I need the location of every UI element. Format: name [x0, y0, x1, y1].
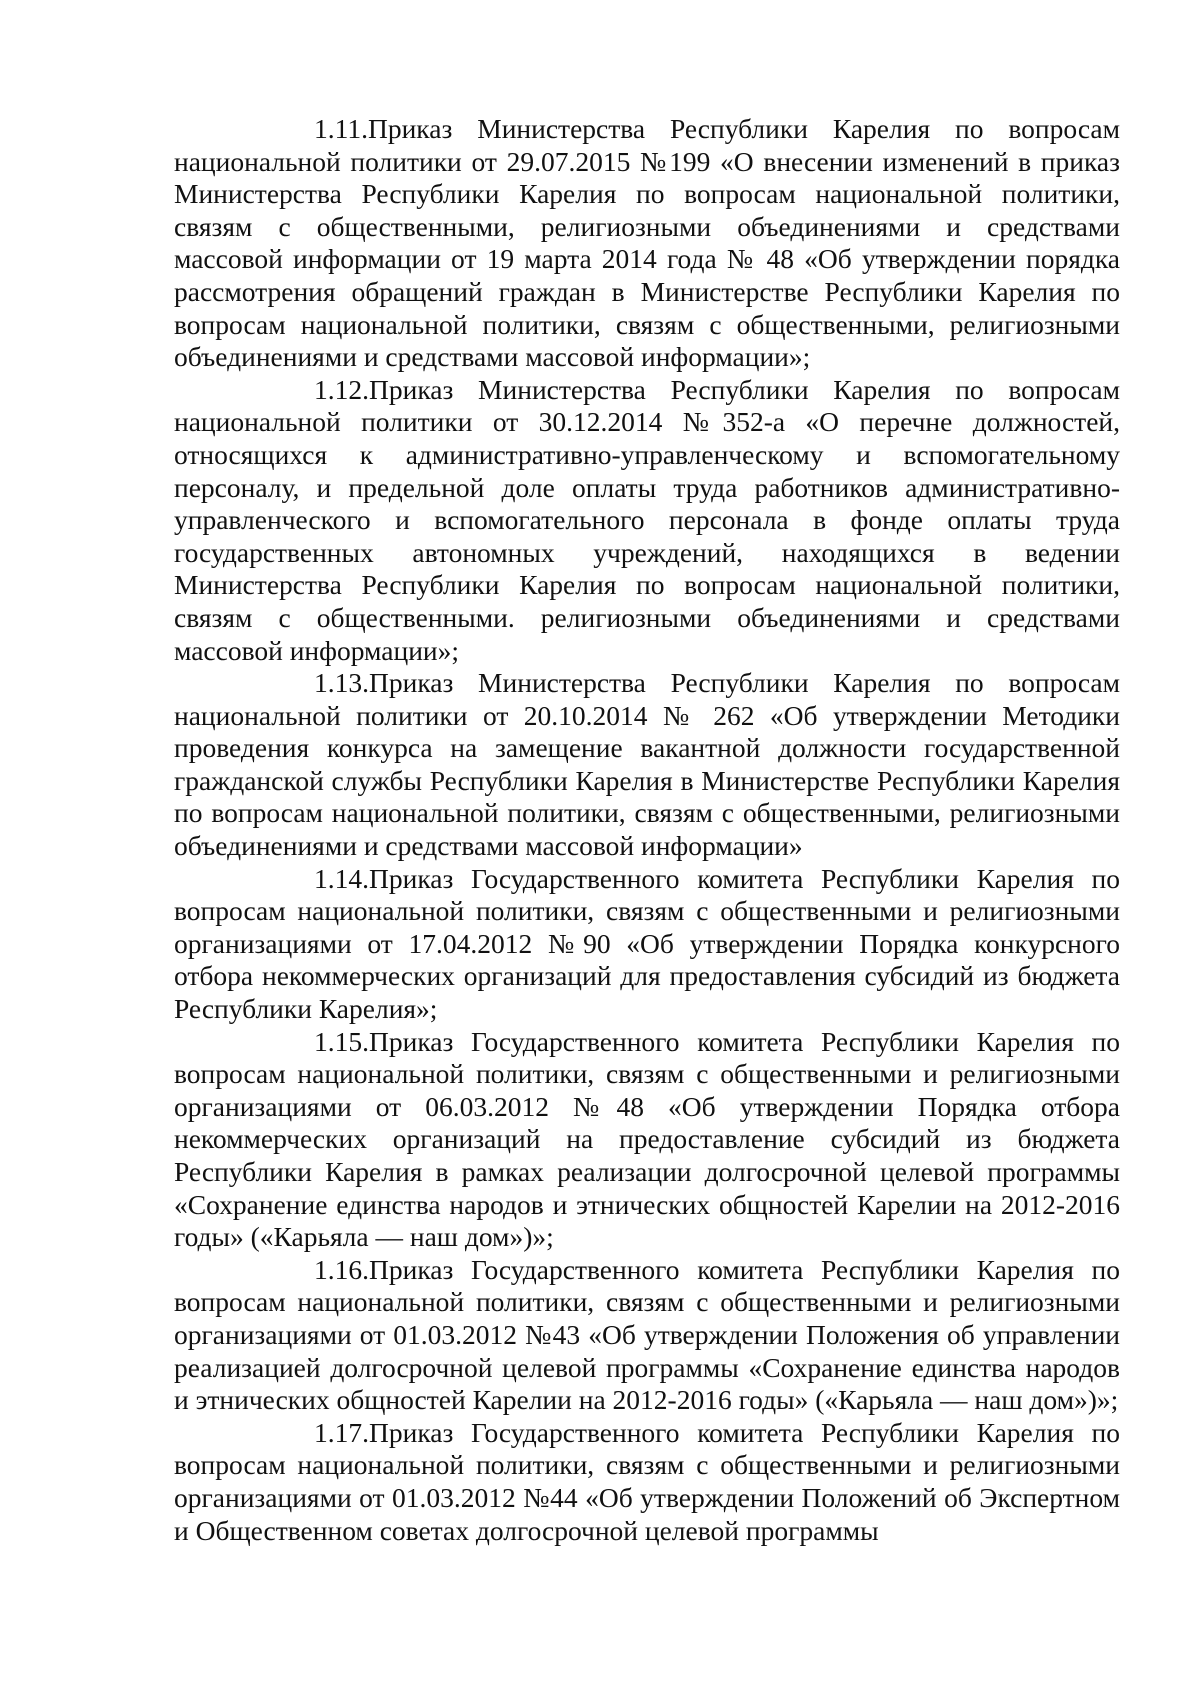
- item-number: 1.13.: [314, 667, 369, 699]
- item-number: 1.12.: [314, 373, 369, 405]
- item-text: Приказ Министерства Республики Карелия по вопросам национальной политики от 30.12.2014 №352-а «О перечне должностей, относящихся к административно-управленческому и вспомогательному персоналу, и предельной доле оплаты труда работников административно-управленческого и вспомогательного персонала в фонде оплаты труда государственных автономных учреждений, находящихся в ведении Министерства Республики Карелия по вопросам национальной политики, связям с общественными. религиозными объединениями и средствами массовой информации»;: [174, 373, 1120, 666]
- list-item-1-16: [174, 1254, 1120, 1417]
- item-text: Приказ Государственного комитета Республики Карелия по вопросам национальной политики, связям с общественными и религиозными организациями от 17.04.2012 №90 «Об утверждении Порядка конкурсного отбора некоммерческих организаций для предоставления субсидий из бюджета Республики Карелия»;: [174, 862, 1120, 1025]
- item-number: 1.14.: [314, 862, 369, 894]
- item-number: 1.17.: [314, 1416, 369, 1448]
- list-item-1-12: [174, 374, 1120, 667]
- item-text: Приказ Государственного комитета Республики Карелия по вопросам национальной политики, связям с общественными и религиозными организациями от 01.03.2012 №43 «Об утверждении Положения об управлении реализацией долгосрочной целевой программы «Сохранение единства народов и этнических общностей Карелии на 2012-2016 годы» («Карьяла — наш дом»)»;: [174, 1253, 1120, 1416]
- item-text: Приказ Государственного комитета Республики Карелия по вопросам национальной политики, связям с общественными и религиозными организациями от 06.03.2012 №48 «Об утверждении Порядка отбора некоммерческих организаций на предоставление субсидий из бюджета Республики Карелия в рамках реализации долгосрочной целевой программы «Сохранение единства народов и этнических общностей Карелии на 2012-2016 годы» («Карьяла — наш дом»)»;: [174, 1025, 1120, 1253]
- item-number: 1.16.: [314, 1253, 369, 1285]
- list-item-1-11: [174, 113, 1120, 374]
- item-number: 1.11.: [314, 113, 368, 144]
- list-item-1-13: [174, 667, 1120, 863]
- item-text: Приказ Государственного комитета Республики Карелия по вопросам национальной политики, связям с общественными и религиозными организациями от 01.03.2012 №44 «Об утверждении Положений об Экспертном и Общественном советах долгосрочной целевой программы: [174, 1416, 1120, 1546]
- item-text: Приказ Министерства Республики Карелия по вопросам национальной политики от 29.07.2015 №199 «О внесении изменений в приказ Министерства Республики Карелия по вопросам национальной политики, связям с общественными, религиозными объединениями и средствами массовой информации от 19 марта 2014 года № 48 «Об утверждении порядка рассмотрения обращений граждан в Министерстве Республики Карелия по вопросам национальной политики, связям с общественными, религиозными объединениями и средствами массовой информации»;: [174, 113, 1120, 373]
- item-text: Приказ Министерства Республики Карелия по вопросам национальной политики от 20.10.2014 № 262 «Об утверждении Методики проведения конкурса на замещение вакантной должности государственной гражданской службы Республики Карелия в Министерстве Республики Карелия по вопросам национальной политики, связям с общественными, религиозными объединениями и средствами массовой информации»: [174, 667, 1120, 862]
- document-body: [174, 113, 1120, 1547]
- item-number: 1.15.: [314, 1025, 369, 1057]
- list-item-1-17: [174, 1417, 1120, 1547]
- list-item-1-15: [174, 1026, 1120, 1254]
- list-item-1-14: [174, 863, 1120, 1026]
